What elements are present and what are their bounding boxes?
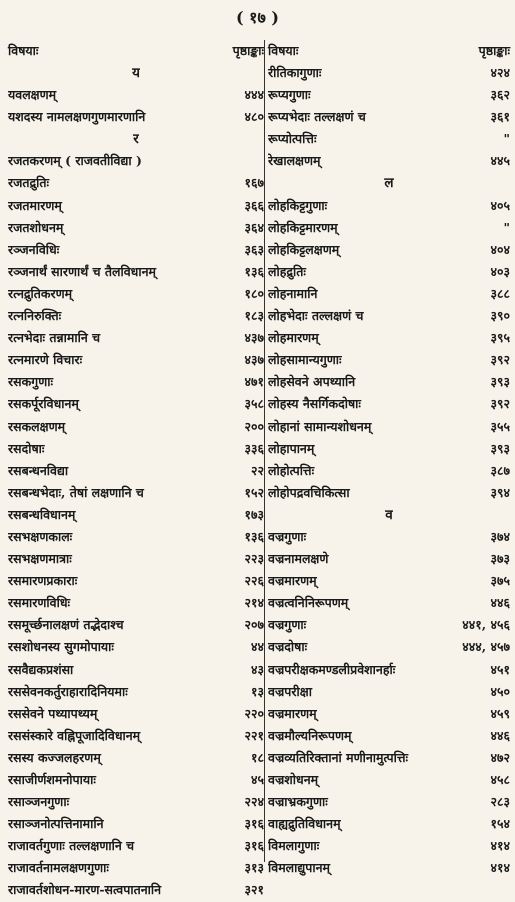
index-entry xyxy=(268,548,510,570)
entry-title: लोहकिट्टमारणम् xyxy=(268,219,338,235)
index-entry xyxy=(8,747,264,769)
entry-page: ४०३ xyxy=(490,263,510,279)
index-entry xyxy=(268,128,510,150)
entry-page: ३८७ xyxy=(490,462,510,478)
index-entry xyxy=(8,614,264,636)
index-entry xyxy=(268,570,510,592)
entry-page: ४८० xyxy=(244,109,264,125)
index-entry xyxy=(268,835,510,857)
entry-title: रसभक्षणकालः xyxy=(8,528,73,544)
left-index-list xyxy=(8,62,264,902)
entry-page: ४४६ xyxy=(490,595,510,611)
entry-page: ४०५ xyxy=(490,197,510,213)
entry-title: राजावर्तनामलक्षणगुणाः xyxy=(8,860,109,876)
entry-title: वज्राभ्रकगुणाः xyxy=(268,794,328,810)
entry-page: ४७२ xyxy=(490,749,510,765)
entry-page: ३५५ xyxy=(490,418,510,434)
section-letter xyxy=(8,128,264,150)
index-entry xyxy=(268,106,510,128)
entry-page: ४४५ xyxy=(490,153,510,169)
entry-page: ३२१ xyxy=(244,882,264,898)
entry-title: रजतमारणम् xyxy=(8,197,62,213)
entry-page: ३९५ xyxy=(490,330,510,346)
index-entry xyxy=(8,261,264,283)
index-entry xyxy=(268,592,510,614)
index-entry xyxy=(268,327,510,349)
entry-page: २२१ xyxy=(244,727,264,743)
entry-title: लोहोपद्रवचिकित्सा xyxy=(268,484,350,500)
entry-page: १३६ xyxy=(244,263,264,279)
index-entry xyxy=(268,217,510,239)
page-heading: पृष्ठाङ्काः xyxy=(232,43,264,58)
index-entry xyxy=(268,526,510,548)
entry-title: लोहानां सामान्यशोधनम् xyxy=(268,418,372,434)
index-entry xyxy=(8,526,264,548)
entry-title: वज्रव्यतिरिक्तानां मणीनामुत्पत्तिः xyxy=(268,749,409,765)
entry-page: ४४ xyxy=(250,639,264,655)
entry-title: वज्रपरीक्षा xyxy=(268,683,312,699)
entry-title: वाह्यद्रुतिविधानम् xyxy=(268,816,341,832)
index-entry xyxy=(8,150,264,172)
entry-title: रत्ननिरुक्तिः xyxy=(8,308,62,324)
index-entry xyxy=(268,261,510,283)
column-divider xyxy=(264,40,265,862)
entry-title: रसमारणप्रकाराः xyxy=(8,573,78,589)
entry-title: वज्रगुणाः xyxy=(268,528,307,544)
entry-title: रजतशोधनम् xyxy=(8,219,64,235)
left-column-header xyxy=(8,40,264,62)
index-entry xyxy=(8,548,264,570)
index-entry xyxy=(268,791,510,813)
index-entry xyxy=(8,349,264,371)
right-index-list xyxy=(268,62,510,879)
section-letter xyxy=(268,504,510,526)
index-entry xyxy=(8,636,264,658)
entry-title: य xyxy=(132,65,140,81)
entry-title: रञ्जनार्थं सारणार्थं च तैलविधानम् xyxy=(8,263,156,279)
index-entry xyxy=(268,769,510,791)
entry-title: रजतद्रुतिः xyxy=(8,175,50,191)
entry-title: लोहद्रुतिः xyxy=(268,263,306,279)
entry-title: रसाञ्जनोत्पत्तिनामानि xyxy=(8,816,104,832)
index-entry xyxy=(8,659,264,681)
entry-title: र xyxy=(133,131,139,148)
entry-page: ३६१ xyxy=(490,109,510,125)
entry-title: रसकर्पूरविधानम् xyxy=(8,396,79,412)
entry-title: रसस्य कज्जलहरणम् xyxy=(8,749,101,765)
entry-title: वज्रत्वनिनिरूपणम् xyxy=(268,595,349,611)
entry-title: रूप्योत्पत्तिः xyxy=(268,131,317,147)
index-entry xyxy=(8,725,264,747)
entry-page: ३९३ xyxy=(490,440,510,456)
entry-title: राजावर्तगुणाः तल्लक्षणानि च xyxy=(8,838,135,854)
entry-page: ३१६ xyxy=(244,816,264,832)
entry-title: लोहसामान्यगुणाः xyxy=(268,352,342,368)
right-column-header xyxy=(268,40,510,62)
index-entry xyxy=(8,393,264,415)
index-entry xyxy=(8,84,264,106)
index-entry xyxy=(268,438,510,460)
index-entry xyxy=(268,150,510,172)
entry-title: रञ्जनविधिः xyxy=(8,241,60,257)
index-entry xyxy=(268,416,510,438)
entry-title: रत्नमारणे विचारः xyxy=(8,352,83,368)
entry-page: ३९३ xyxy=(490,374,510,390)
index-entry xyxy=(268,305,510,327)
entry-title: रसभक्षणमात्राः xyxy=(8,551,72,567)
index-entry xyxy=(8,879,264,901)
entry-page: २१४ xyxy=(244,595,264,611)
index-entry xyxy=(268,857,510,879)
entry-title: रसबन्धनविद्या xyxy=(8,462,69,478)
entry-title: यवलक्षणम् xyxy=(8,87,57,103)
entry-title: रेखालक्षणम् xyxy=(268,153,321,169)
entry-page: १८० xyxy=(244,285,264,301)
index-entry xyxy=(268,703,510,725)
entry-title: रत्नभेदाः तन्नामानि च xyxy=(8,330,101,346)
index-entry xyxy=(8,217,264,239)
index-entry xyxy=(8,106,264,128)
entry-title: लोहनामानि xyxy=(268,285,318,301)
entry-page: " xyxy=(503,219,510,235)
entry-page: २२० xyxy=(244,705,264,721)
entry-page: " xyxy=(503,131,510,147)
entry-page: २२४ xyxy=(244,794,264,810)
index-entry xyxy=(8,482,264,504)
index-entry xyxy=(268,747,510,769)
entry-title: रूप्यगुणाः xyxy=(268,87,311,103)
entry-title: लोहकिट्टलक्षणम् xyxy=(268,241,340,257)
entry-title: रूप्यभेदाः तल्लक्षणं च xyxy=(268,109,366,125)
entry-title: लोहापानम् xyxy=(268,440,315,456)
page-heading: पृष्ठाङ्काः xyxy=(478,43,510,58)
entry-title: रसमूर्च्छनालक्षणं तद्भेदाश्च xyxy=(8,617,124,633)
subject-heading: विषयाः xyxy=(268,43,299,58)
index-entry xyxy=(8,416,264,438)
left-column xyxy=(8,40,264,902)
index-entry xyxy=(8,504,264,526)
entry-title: रससेवने पथ्यापथ्यम् xyxy=(8,705,98,721)
entry-page: ४५८ xyxy=(490,772,510,787)
entry-title: रसमारणविधिः xyxy=(8,595,71,611)
entry-page: ४०४ xyxy=(490,241,510,257)
entry-title: वज्रपरीक्षकमण्डलीप्रवेशानर्हाः xyxy=(268,661,396,677)
entry-title: ल xyxy=(384,175,394,192)
entry-page: ४४४, ४५७ xyxy=(462,639,510,655)
entry-title: रसाञ्जनगुणाः xyxy=(8,794,70,810)
page-number: ( १७ ) xyxy=(236,8,279,27)
section-letter xyxy=(8,62,264,84)
entry-page: १५४ xyxy=(490,816,510,832)
index-entry xyxy=(8,703,264,725)
entry-page: ३१६ xyxy=(244,838,264,854)
index-entry xyxy=(268,813,510,835)
entry-page: २२३ xyxy=(244,551,264,567)
entry-page: ४५९ xyxy=(490,705,510,721)
entry-title: रजतकरणम् ( राजवतीविद्या ) xyxy=(8,153,142,169)
index-entry xyxy=(8,327,264,349)
index-entry xyxy=(8,172,264,194)
entry-title: वज्रदोषाः xyxy=(268,639,308,655)
index-entry xyxy=(8,438,264,460)
index-entry xyxy=(8,305,264,327)
entry-page: १३६ xyxy=(244,528,264,544)
entry-page: ४३७ xyxy=(244,330,264,346)
entry-title: वज्रगुणाः xyxy=(268,617,307,633)
entry-title: रसदोषाः xyxy=(8,440,45,456)
index-entry xyxy=(268,195,510,217)
index-entry xyxy=(268,349,510,371)
right-column xyxy=(268,40,510,879)
index-entry xyxy=(268,239,510,261)
index-entry xyxy=(268,681,510,703)
index-entry xyxy=(8,592,264,614)
entry-page: ३६३ xyxy=(244,241,264,257)
index-entry xyxy=(8,239,264,261)
entry-page: ४५० xyxy=(490,683,510,699)
entry-page: ४१४ xyxy=(490,838,510,854)
entry-page: ३९४ xyxy=(490,484,510,500)
entry-page: ३९२ xyxy=(490,352,510,368)
entry-page: ३६४ xyxy=(244,219,264,235)
entry-title: लोहस्य नैसर्गिकदोषाः xyxy=(268,396,361,412)
entry-page: १८३ xyxy=(244,308,264,324)
entry-title: वज्रनामलक्षणे xyxy=(268,551,329,567)
entry-page: १७३ xyxy=(244,506,264,522)
index-entry xyxy=(8,460,264,482)
index-entry xyxy=(8,570,264,592)
entry-title: वज्रमौल्यनिरूपणम् xyxy=(268,727,352,743)
entry-page: ३६६ xyxy=(244,197,264,213)
index-entry xyxy=(268,725,510,747)
entry-page: २२ xyxy=(250,462,264,478)
entry-page: ३९२ xyxy=(490,396,510,412)
entry-page: ४५१ xyxy=(490,661,510,677)
entry-title: रससेवनकर्तुराहारादिनियमाः xyxy=(8,683,128,699)
index-entry xyxy=(268,614,510,636)
entry-page: ४२४ xyxy=(490,65,510,80)
entry-page: ३७३ xyxy=(490,551,510,567)
index-entry xyxy=(268,62,510,84)
index-entry xyxy=(268,371,510,393)
entry-title: व xyxy=(385,506,393,523)
entry-page: ३७५ xyxy=(490,573,510,589)
index-entry xyxy=(268,482,510,504)
entry-title: रसाजीर्णशमनोपायाः xyxy=(8,772,96,787)
entry-page: ४७१ xyxy=(244,374,264,390)
index-entry xyxy=(8,371,264,393)
entry-page: ३३६ xyxy=(244,440,264,456)
entry-title: रत्नद्रुतिकरणम् xyxy=(8,285,73,301)
index-entry xyxy=(268,636,510,658)
entry-page: २०० xyxy=(244,418,264,434)
index-entry xyxy=(268,283,510,305)
entry-title: वज्रमारणम् xyxy=(268,573,317,589)
index-entry xyxy=(8,857,264,879)
entry-title: रससंस्कारे वह्निपूजादिविधानम् xyxy=(8,727,141,743)
entry-page: १८ xyxy=(250,749,264,765)
entry-page: ३८८ xyxy=(490,285,510,301)
entry-title: वज्रशोधनम् xyxy=(268,772,319,787)
index-entry xyxy=(268,659,510,681)
index-entry xyxy=(8,813,264,835)
entry-page: ३५८ xyxy=(244,396,264,412)
entry-page: ३७४ xyxy=(490,528,510,544)
entry-title: लोहभेदाः तल्लक्षणं च xyxy=(268,308,364,324)
subject-heading: विषयाः xyxy=(8,43,39,58)
entry-title: लोहसेवने अपथ्यानि xyxy=(268,374,356,390)
entry-page: २८३ xyxy=(490,794,510,810)
index-entry xyxy=(8,283,264,305)
entry-title: विमलाद्युपानम् xyxy=(268,860,331,876)
index-entry xyxy=(8,835,264,857)
entry-title: रसकगुणाः xyxy=(8,374,54,390)
entry-title: रसशोधनस्य सुगमोपायाः xyxy=(8,639,114,655)
entry-page: १५२ xyxy=(244,484,264,500)
entry-title: रसबन्धविधानम् xyxy=(8,506,76,522)
entry-page: ४१४ xyxy=(490,860,510,876)
entry-title: राजावर्तशोधन-मारण-सत्वपातनानि xyxy=(8,882,162,898)
entry-page: २०७ xyxy=(244,617,264,633)
index-entry xyxy=(268,460,510,482)
entry-page: ३६२ xyxy=(490,87,510,103)
entry-page: १३ xyxy=(250,683,264,699)
entry-page: ४४४ xyxy=(244,87,264,103)
entry-page: ४४६ xyxy=(490,727,510,743)
entry-title: लोहकिट्टगुणाः xyxy=(268,197,328,213)
entry-page: ३९० xyxy=(490,308,510,324)
entry-page: २२६ xyxy=(244,573,264,589)
entry-page: ४३ xyxy=(250,661,264,677)
index-entry xyxy=(8,769,264,791)
entry-page: ४३७ xyxy=(244,352,264,368)
entry-title: रसकलक्षणम् xyxy=(8,418,66,434)
index-entry xyxy=(8,195,264,217)
entry-page: ३१३ xyxy=(244,860,264,876)
index-entry xyxy=(8,681,264,703)
entry-title: रसबन्धभेदाः, तेषां लक्षणानि च xyxy=(8,484,144,500)
entry-title: रसवैद्यकप्रशंसा xyxy=(8,661,74,677)
index-entry xyxy=(268,84,510,106)
index-entry xyxy=(268,393,510,415)
entry-page: ४५ xyxy=(250,772,264,787)
section-letter xyxy=(268,172,510,194)
entry-title: लोहमारणम् xyxy=(268,330,319,346)
entry-page: १६७ xyxy=(244,175,264,191)
entry-title: यशदस्य नामलक्षणगुणमारणानि xyxy=(8,109,146,125)
entry-title: विमलागुणाः xyxy=(268,838,320,854)
index-entry xyxy=(8,791,264,813)
entry-title: वज्रमारणम् xyxy=(268,705,317,721)
entry-title: रीतिकागुणाः xyxy=(268,65,322,80)
entry-page: ४४१, ४५६ xyxy=(462,617,510,633)
entry-title: लोहोत्पत्तिः xyxy=(268,462,315,478)
